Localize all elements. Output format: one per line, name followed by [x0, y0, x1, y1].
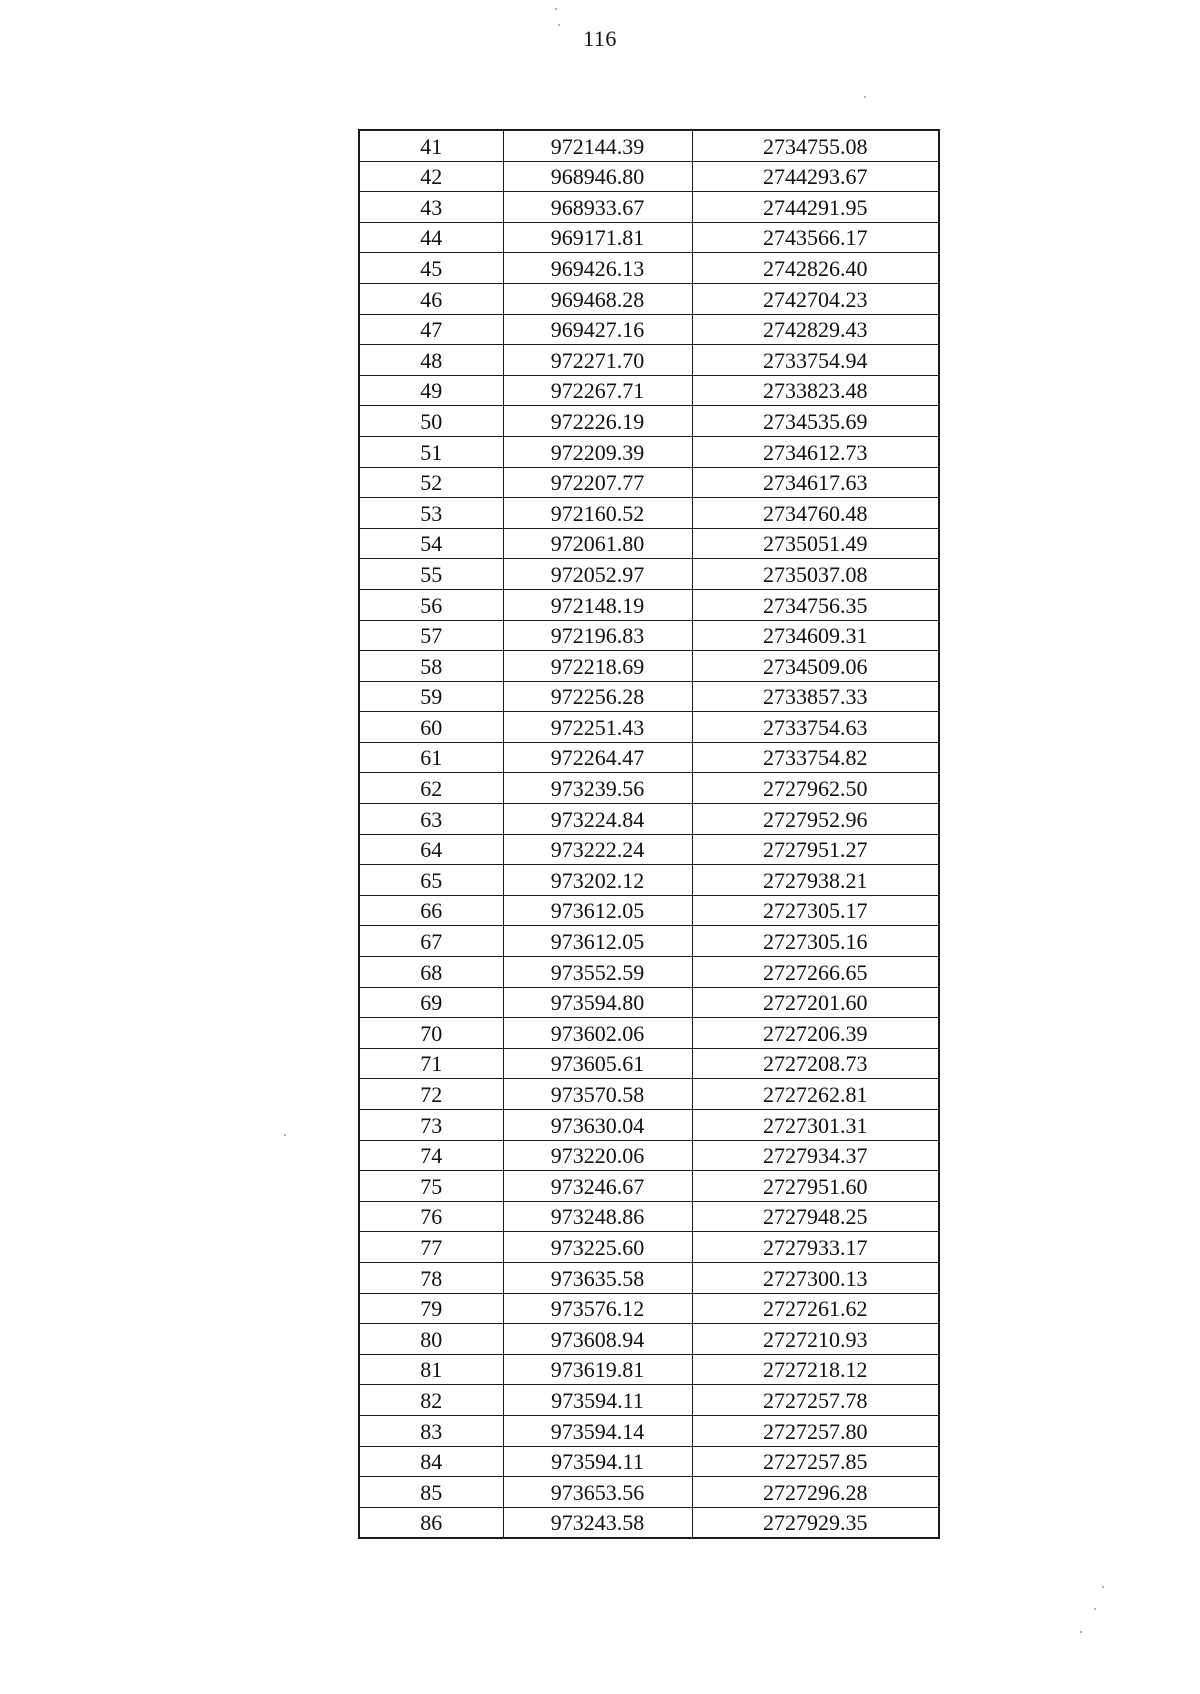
x-coordinate-cell: 973612.05	[503, 895, 692, 926]
x-coordinate-cell: 972256.28	[503, 681, 692, 712]
y-coordinate-cell: 2744293.67	[692, 161, 939, 192]
point-number-cell: 86	[359, 1507, 503, 1538]
table-row	[359, 620, 939, 651]
table-row	[359, 528, 939, 559]
point-number-cell: 59	[359, 681, 503, 712]
point-number-cell: 84	[359, 1446, 503, 1477]
x-coordinate-cell: 973224.84	[503, 804, 692, 835]
point-number-cell: 63	[359, 804, 503, 835]
y-coordinate-cell: 2727300.13	[692, 1262, 939, 1293]
table-row	[359, 1232, 939, 1263]
table-row	[359, 681, 939, 712]
point-number-cell: 82	[359, 1385, 503, 1416]
point-number-cell: 66	[359, 895, 503, 926]
y-coordinate-cell: 2727210.93	[692, 1324, 939, 1355]
y-coordinate-cell: 2734756.35	[692, 589, 939, 620]
y-coordinate-cell: 2727257.85	[692, 1446, 939, 1477]
table-row	[359, 712, 939, 743]
y-coordinate-cell: 2734535.69	[692, 406, 939, 437]
point-number-cell: 53	[359, 498, 503, 529]
point-number-cell: 43	[359, 192, 503, 223]
x-coordinate-cell: 973202.12	[503, 865, 692, 896]
table-row	[359, 467, 939, 498]
table-row	[359, 375, 939, 406]
x-coordinate-cell: 972052.97	[503, 559, 692, 590]
y-coordinate-cell: 2744291.95	[692, 192, 939, 223]
point-number-cell: 75	[359, 1171, 503, 1202]
x-coordinate-cell: 972218.69	[503, 651, 692, 682]
x-coordinate-cell: 973594.80	[503, 987, 692, 1018]
point-number-cell: 67	[359, 926, 503, 957]
table-row	[359, 1477, 939, 1508]
point-number-cell: 55	[359, 559, 503, 590]
y-coordinate-cell: 2727948.25	[692, 1201, 939, 1232]
x-coordinate-cell: 972264.47	[503, 742, 692, 773]
scan-speck	[284, 1134, 286, 1136]
x-coordinate-cell: 973248.86	[503, 1201, 692, 1232]
table-row	[359, 1140, 939, 1171]
point-number-cell: 54	[359, 528, 503, 559]
y-coordinate-cell: 2733754.94	[692, 345, 939, 376]
x-coordinate-cell: 969426.13	[503, 253, 692, 284]
scan-speck	[558, 24, 560, 26]
x-coordinate-cell: 973605.61	[503, 1048, 692, 1079]
point-number-cell: 45	[359, 253, 503, 284]
x-coordinate-cell: 973635.58	[503, 1262, 692, 1293]
point-number-cell: 72	[359, 1079, 503, 1110]
x-coordinate-cell: 968946.80	[503, 161, 692, 192]
point-number-cell: 65	[359, 865, 503, 896]
table-row	[359, 987, 939, 1018]
x-coordinate-cell: 969468.28	[503, 283, 692, 314]
table-row	[359, 1385, 939, 1416]
table-row	[359, 192, 939, 223]
y-coordinate-cell: 2727266.65	[692, 957, 939, 988]
y-coordinate-cell: 2727301.31	[692, 1110, 939, 1141]
y-coordinate-cell: 2727933.17	[692, 1232, 939, 1263]
x-coordinate-cell: 972267.71	[503, 375, 692, 406]
y-coordinate-cell: 2727951.60	[692, 1171, 939, 1202]
table-row	[359, 804, 939, 835]
point-number-cell: 62	[359, 773, 503, 804]
x-coordinate-cell: 973552.59	[503, 957, 692, 988]
x-coordinate-cell: 973594.11	[503, 1446, 692, 1477]
x-coordinate-cell: 968933.67	[503, 192, 692, 223]
point-number-cell: 76	[359, 1201, 503, 1232]
point-number-cell: 73	[359, 1110, 503, 1141]
point-number-cell: 49	[359, 375, 503, 406]
y-coordinate-cell: 2733857.33	[692, 681, 939, 712]
x-coordinate-cell: 973576.12	[503, 1293, 692, 1324]
x-coordinate-cell: 973630.04	[503, 1110, 692, 1141]
x-coordinate-cell: 972271.70	[503, 345, 692, 376]
y-coordinate-cell: 2735051.49	[692, 528, 939, 559]
scan-speck	[864, 96, 866, 98]
point-number-cell: 64	[359, 834, 503, 865]
table-row	[359, 1354, 939, 1385]
x-coordinate-cell: 973653.56	[503, 1477, 692, 1508]
x-coordinate-cell: 973602.06	[503, 1018, 692, 1049]
x-coordinate-cell: 973225.60	[503, 1232, 692, 1263]
point-number-cell: 71	[359, 1048, 503, 1079]
table-row	[359, 345, 939, 376]
scan-speck	[1102, 1586, 1104, 1588]
y-coordinate-cell: 2727218.12	[692, 1354, 939, 1385]
y-coordinate-cell: 2727962.50	[692, 773, 939, 804]
y-coordinate-cell: 2727951.27	[692, 834, 939, 865]
y-coordinate-cell: 2742704.23	[692, 283, 939, 314]
x-coordinate-cell: 973570.58	[503, 1079, 692, 1110]
table-row	[359, 1415, 939, 1446]
table-row	[359, 314, 939, 345]
point-number-cell: 58	[359, 651, 503, 682]
y-coordinate-cell: 2733823.48	[692, 375, 939, 406]
y-coordinate-cell: 2735037.08	[692, 559, 939, 590]
y-coordinate-cell: 2733754.82	[692, 742, 939, 773]
point-number-cell: 69	[359, 987, 503, 1018]
table-row	[359, 834, 939, 865]
x-coordinate-cell: 973594.14	[503, 1415, 692, 1446]
table-row	[359, 589, 939, 620]
table-row	[359, 498, 939, 529]
x-coordinate-cell: 972209.39	[503, 436, 692, 467]
x-coordinate-cell: 972226.19	[503, 406, 692, 437]
y-coordinate-cell: 2734760.48	[692, 498, 939, 529]
y-coordinate-cell: 2727305.17	[692, 895, 939, 926]
point-number-cell: 46	[359, 283, 503, 314]
y-coordinate-cell: 2743566.17	[692, 222, 939, 253]
table-row	[359, 926, 939, 957]
scan-speck	[1094, 1608, 1096, 1610]
point-number-cell: 85	[359, 1477, 503, 1508]
point-number-cell: 42	[359, 161, 503, 192]
y-coordinate-cell: 2727201.60	[692, 987, 939, 1018]
x-coordinate-cell: 972207.77	[503, 467, 692, 498]
x-coordinate-cell: 972061.80	[503, 528, 692, 559]
x-coordinate-cell: 972148.19	[503, 589, 692, 620]
table-row	[359, 895, 939, 926]
table-row	[359, 865, 939, 896]
y-coordinate-cell: 2727929.35	[692, 1507, 939, 1538]
table-row	[359, 1018, 939, 1049]
x-coordinate-cell: 973619.81	[503, 1354, 692, 1385]
point-number-cell: 80	[359, 1324, 503, 1355]
x-coordinate-cell: 969171.81	[503, 222, 692, 253]
x-coordinate-cell: 972196.83	[503, 620, 692, 651]
scan-speck	[1080, 1631, 1082, 1633]
table-row	[359, 1262, 939, 1293]
x-coordinate-cell: 972251.43	[503, 712, 692, 743]
y-coordinate-cell: 2727261.62	[692, 1293, 939, 1324]
table-row	[359, 1079, 939, 1110]
table-row	[359, 559, 939, 590]
point-number-cell: 61	[359, 742, 503, 773]
x-coordinate-cell: 973243.58	[503, 1507, 692, 1538]
point-number-cell: 70	[359, 1018, 503, 1049]
table-row	[359, 1507, 939, 1538]
coordinate-table-body	[359, 130, 939, 1538]
table-row	[359, 283, 939, 314]
y-coordinate-cell: 2727208.73	[692, 1048, 939, 1079]
scan-speck	[555, 8, 557, 10]
point-number-cell: 56	[359, 589, 503, 620]
table-row	[359, 1293, 939, 1324]
point-number-cell: 77	[359, 1232, 503, 1263]
x-coordinate-cell: 973246.67	[503, 1171, 692, 1202]
x-coordinate-cell: 973612.05	[503, 926, 692, 957]
table-row	[359, 1324, 939, 1355]
y-coordinate-cell: 2734755.08	[692, 130, 939, 161]
point-number-cell: 74	[359, 1140, 503, 1171]
table-row	[359, 742, 939, 773]
point-number-cell: 41	[359, 130, 503, 161]
y-coordinate-cell: 2727938.21	[692, 865, 939, 896]
point-number-cell: 44	[359, 222, 503, 253]
table-row	[359, 957, 939, 988]
page-number: 116	[583, 26, 617, 51]
point-number-cell: 81	[359, 1354, 503, 1385]
x-coordinate-cell: 972144.39	[503, 130, 692, 161]
y-coordinate-cell: 2734617.63	[692, 467, 939, 498]
x-coordinate-cell: 973222.24	[503, 834, 692, 865]
point-number-cell: 51	[359, 436, 503, 467]
point-number-cell: 47	[359, 314, 503, 345]
point-number-cell: 68	[359, 957, 503, 988]
y-coordinate-cell: 2727257.80	[692, 1415, 939, 1446]
coordinate-table	[358, 129, 940, 1539]
table-row	[359, 253, 939, 284]
table-row	[359, 222, 939, 253]
point-number-cell: 50	[359, 406, 503, 437]
y-coordinate-cell: 2734609.31	[692, 620, 939, 651]
y-coordinate-cell: 2727206.39	[692, 1018, 939, 1049]
table-row	[359, 1048, 939, 1079]
y-coordinate-cell: 2734612.73	[692, 436, 939, 467]
point-number-cell: 48	[359, 345, 503, 376]
point-number-cell: 83	[359, 1415, 503, 1446]
y-coordinate-cell: 2742826.40	[692, 253, 939, 284]
table-row	[359, 1171, 939, 1202]
y-coordinate-cell: 2742829.43	[692, 314, 939, 345]
table-row	[359, 1201, 939, 1232]
x-coordinate-cell: 973608.94	[503, 1324, 692, 1355]
table-row	[359, 406, 939, 437]
x-coordinate-cell: 973594.11	[503, 1385, 692, 1416]
table-row	[359, 651, 939, 682]
point-number-cell: 57	[359, 620, 503, 651]
table-row	[359, 161, 939, 192]
point-number-cell: 60	[359, 712, 503, 743]
table-row	[359, 130, 939, 161]
y-coordinate-cell: 2727257.78	[692, 1385, 939, 1416]
x-coordinate-cell: 969427.16	[503, 314, 692, 345]
y-coordinate-cell: 2727305.16	[692, 926, 939, 957]
x-coordinate-cell: 973220.06	[503, 1140, 692, 1171]
x-coordinate-cell: 973239.56	[503, 773, 692, 804]
point-number-cell: 78	[359, 1262, 503, 1293]
table-row	[359, 1446, 939, 1477]
point-number-cell: 52	[359, 467, 503, 498]
point-number-cell: 79	[359, 1293, 503, 1324]
y-coordinate-cell: 2734509.06	[692, 651, 939, 682]
y-coordinate-cell: 2733754.63	[692, 712, 939, 743]
y-coordinate-cell: 2727934.37	[692, 1140, 939, 1171]
y-coordinate-cell: 2727952.96	[692, 804, 939, 835]
y-coordinate-cell: 2727296.28	[692, 1477, 939, 1508]
table-row	[359, 436, 939, 467]
table-row	[359, 773, 939, 804]
x-coordinate-cell: 972160.52	[503, 498, 692, 529]
y-coordinate-cell: 2727262.81	[692, 1079, 939, 1110]
table-row	[359, 1110, 939, 1141]
